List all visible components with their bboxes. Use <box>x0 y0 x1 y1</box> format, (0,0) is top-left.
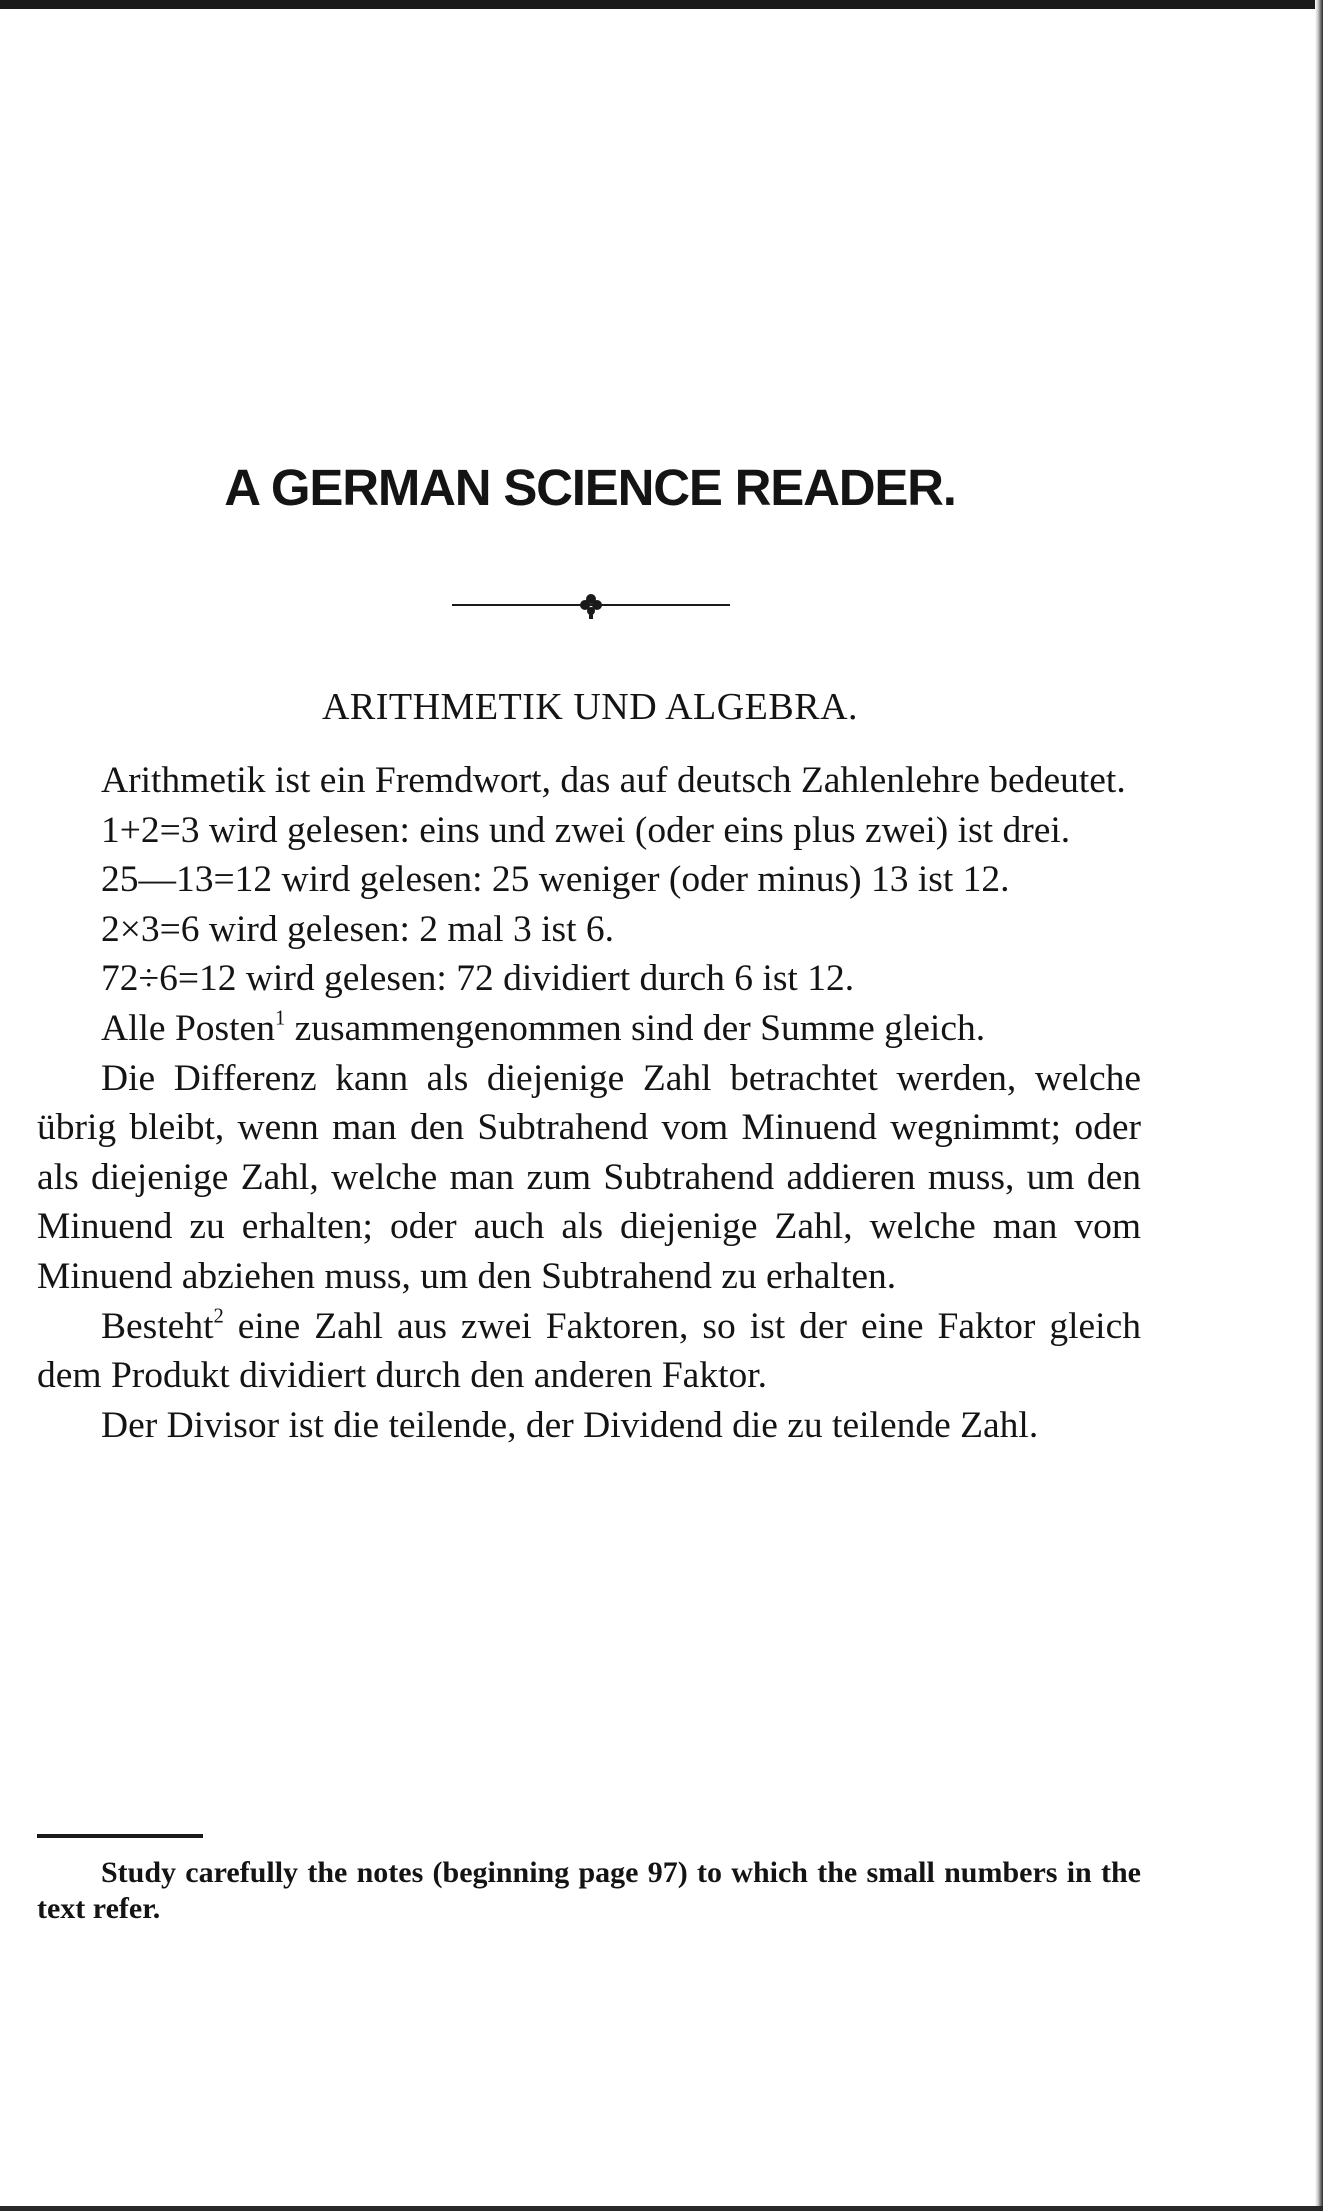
paragraph-faktoren-end: eine Zahl aus zwei Faktoren, so ist der eine Faktor gleich dem Produkt dividiert durch den anderen Faktor. <box>37 1305 1141 1397</box>
paragraph-faktoren-start: Besteht <box>101 1305 214 1347</box>
footnote-rule <box>37 1834 203 1838</box>
section-heading: ARITHMETIK UND ALGEBRA. <box>321 686 859 728</box>
paragraph-divisor: Der Divisor ist die teilende, der Dividend die zu teilende Zahl. <box>101 1404 1039 1446</box>
paragraph-subtraction: 25—13=12 wird gelesen: 25 weniger (oder minus) 13 ist 12. <box>101 859 1010 901</box>
paragraph-addition: 1+2=3 wird gelesen: eins und zwei (oder eins plus zwei) ist drei. <box>101 809 1071 851</box>
body-text <box>37 756 1141 1450</box>
paragraph-multiplication: 2×3=6 wird gelesen: 2 mal 3 ist 6. <box>101 908 615 950</box>
note-ref-1: 1 <box>274 1007 286 1030</box>
scan-edge-bottom <box>0 2206 1323 2211</box>
paragraph-differenz: Die Differenz kann als diejenige Zahl betrachtet werden, welche übrig bleibt, wenn man den Subtrahend vom Minuend wegnimmt; oder als diejenige Zahl, welche man zum Subtrahend addieren muss, um den Minuend zu erhalten; oder auch als diejenige Zahl, welche man vom Minuend abziehen muss, um den Subtrahend zu erhalten. <box>37 1057 1141 1297</box>
paragraph-arithmetik: Arithmetik ist ein Fremdwort, das auf deutsch Zahlenlehre bedeutet. <box>101 760 1126 801</box>
paragraph-summe-end: zusammengenommen sind der Summe gleich. <box>285 1007 986 1049</box>
scan-edge-right <box>1315 0 1323 2211</box>
page-title: A GERMAN SCIENCE READER. <box>224 459 956 516</box>
paragraph-summe <box>37 1004 1141 1054</box>
ornament-divider <box>452 590 730 620</box>
note-ref-2: 2 <box>213 1305 224 1328</box>
paragraph-faktoren <box>37 1302 1141 1401</box>
paragraph-division: 72÷6=12 wird gelesen: 72 dividiert durch 6 ist 12. <box>101 958 855 1000</box>
scan-edge-top <box>0 0 1323 9</box>
ornament-flourish-icon <box>580 594 602 619</box>
paragraph-summe-start: Alle Posten <box>101 1007 275 1049</box>
footnote: Study carefully the notes (beginning page 97) to which the small numbers in the text refer. <box>37 1856 1141 1925</box>
